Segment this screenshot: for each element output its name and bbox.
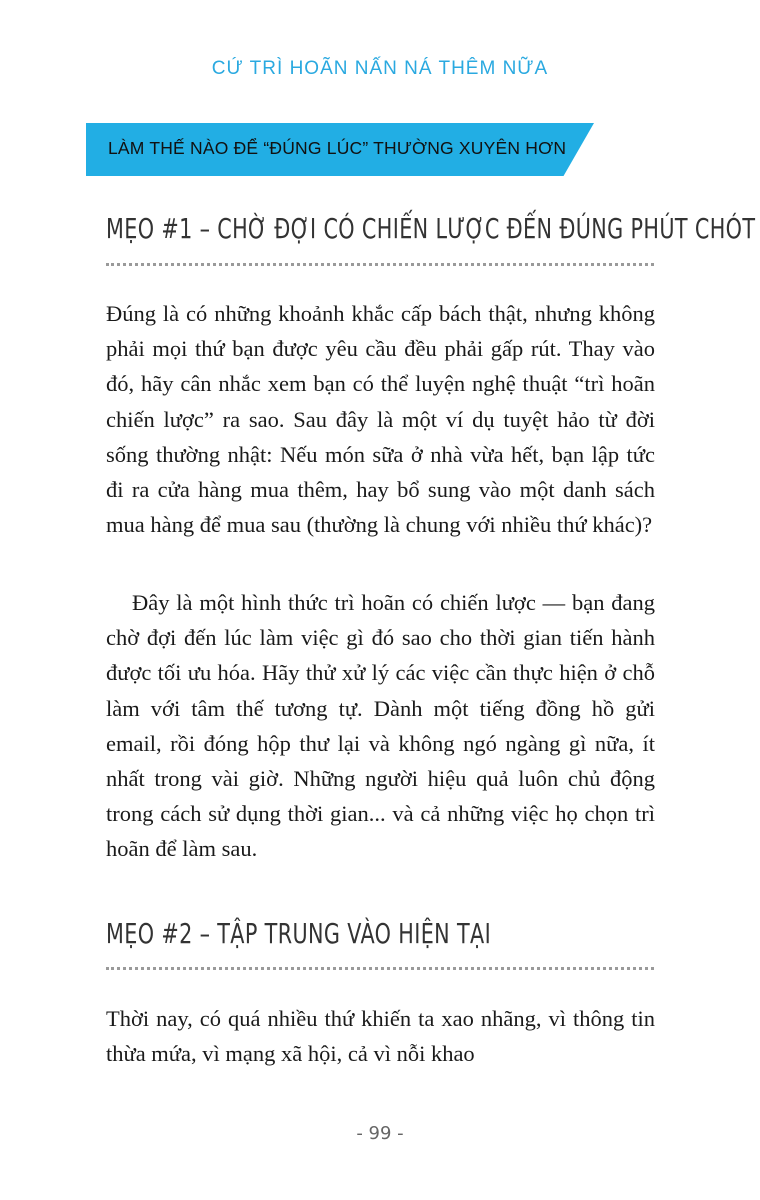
tip-1-paragraph-2: Đây là một hình thức trì hoãn có chiến lược — bạn đang chờ đợi đến lúc làm việc gì đó sao cho thời gian tiến hành được tối ưu hóa. Hãy thử xử lý các việc cần thực hiện ở chỗ làm với tâm thế tương tự. Dành một tiếng đồng hồ gửi email, rồi đóng hộp thư lại và không ngó ngàng gì nữa, ít nhất trong vài giờ. Những người hiệu quả luôn chủ động trong cách sử dụng thời gian... và cả những việc họ chọn trì hoãn để làm sau. (106, 590, 655, 862)
tip-2-divider (106, 967, 654, 970)
tip-1-divider (106, 263, 654, 266)
tip-1-title: MẸO #1 – CHỜ ĐỢI CÓ CHIẾN LƯỢC ĐẾN ĐÚNG PHÚT CHÓT (106, 212, 756, 245)
tip-2-title: MẸO #2 – TẬP TRUNG VÀO HIỆN TẠI (106, 917, 492, 950)
tip-2-paragraph-1: Thời nay, có quá nhiều thứ khiến ta xao nhãng, vì thông tin thừa mứa, vì mạng xã hội, cả vì nỗi khao (106, 1006, 655, 1067)
running-header: CỨ TRÌ HOÃN NẤN NÁ THÊM NỮA (211, 58, 549, 79)
section-banner-title: LÀM THẾ NÀO ĐỂ “ĐÚNG LÚC” THƯỜNG XUYÊN HƠN (108, 138, 567, 158)
tip-1-paragraph-1: Đúng là có những khoảnh khắc cấp bách thật, nhưng không phải mọi thứ bạn được yêu cầu đều phải gấp rút. Thay vào đó, hãy cân nhắc xem bạn có thể luyện nghệ thuật “trì hoãn chiến lược” ra sao. Sau đây là một ví dụ tuyệt hảo từ đời sống thường nhật: Nếu món sữa ở nhà vừa hết, bạn lập tức đi ra cửa hàng mua thêm, hay bổ sung vào một danh sách mua hàng để mua sau (thường là chung với nhiều thứ khác)? (106, 301, 655, 538)
page-number: - 99 - (356, 1123, 404, 1144)
